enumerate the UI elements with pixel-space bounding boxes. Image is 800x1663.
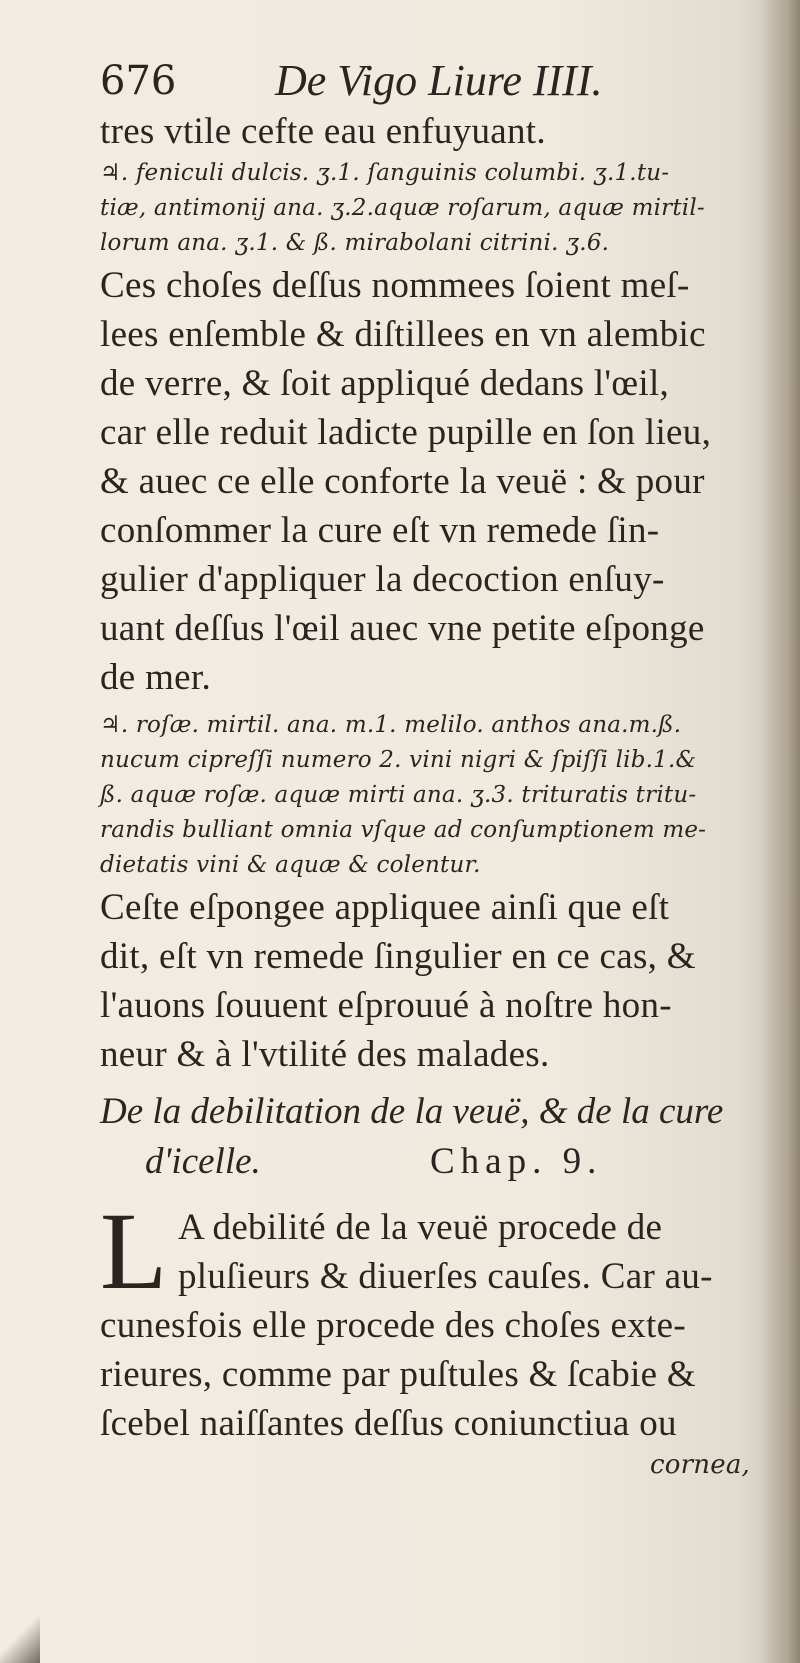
recipe-line: nucum cipreſſi numero 2. vini nigri & ſpiſſi lib.1.&	[100, 747, 697, 773]
recipe-line: randis bulliant omnia vſque ad conſumptionem me-	[100, 817, 707, 843]
chapter-title: De la debilitation de la veuë, & de la cure	[100, 1091, 724, 1132]
text-line: l'auons ſouuent eſprouué à noſtre hon-	[100, 985, 672, 1026]
drop-cap-initial: L	[100, 1190, 168, 1312]
chapter-number: Chap. 9.	[430, 1141, 603, 1182]
text-line: gulier d'appliquer la decoction enſuy-	[100, 559, 665, 600]
text-block	[100, 55, 780, 1483]
text-line: & auec ce elle conforte la veuë : & pour	[100, 461, 705, 502]
chapter-title-subject: d'icelle.	[145, 1141, 261, 1182]
text-line: de verre, & ſoit appliqué dedans l'œil,	[100, 363, 670, 404]
text-line: Ces choſes deſſus nommees ſoient meſ-	[100, 265, 690, 306]
recipe-line: ♃. roſæ. mirtil. ana. m.1. melilo. anthos ana.m.ß.	[100, 712, 682, 738]
recipe-line: tiæ, antimonij ana. ʒ.2.aquæ roſarum, aquæ mirtil-	[100, 195, 705, 221]
recipe-2	[100, 708, 780, 883]
chapter-title-line-2	[100, 1137, 780, 1189]
page-number: 676	[100, 58, 177, 104]
running-head	[100, 55, 780, 107]
text-line: lees enſemble & diſtillees en vn alembic	[100, 314, 706, 355]
page-corner-shadow	[0, 1603, 40, 1663]
chapter-heading	[100, 1087, 780, 1189]
paragraph-2	[100, 261, 780, 702]
text-line: cunesfois elle procede des choſes exte-	[100, 1305, 686, 1346]
text-line: A debilité de la veuë procede de	[178, 1207, 663, 1248]
text-line: conſommer la cure eſt vn remede ſin-	[100, 510, 660, 551]
paragraph-intro	[100, 107, 780, 156]
text-line: uant deſſus l'œil auec vne petite eſponge	[100, 608, 705, 649]
text-line: de mer.	[100, 657, 212, 698]
paragraph-3	[100, 883, 780, 1079]
text-line: neur & à l'vtilité des malades.	[100, 1034, 550, 1075]
text-line: dit, eſt vn remede ſingulier en ce cas, &	[100, 936, 696, 977]
text-line: rieures, comme par puſtules & ſcabie &	[100, 1354, 697, 1395]
recipe-line: ♃. feniculi dulcis. ʒ.1. ſanguinis columbi. ʒ.1.tu-	[100, 160, 670, 186]
recipe-1	[100, 156, 780, 261]
text-line: tres vtile cefte eau enfuyuant.	[100, 111, 546, 152]
text-line: car elle reduit ladicte pupille en ſon lieu,	[100, 412, 712, 453]
running-title: De Vigo Liure IIII.	[275, 56, 603, 105]
catchword: cornea,	[650, 1450, 750, 1480]
text-line: ſcebel naiſſantes deſſus coniunctiua ou	[100, 1403, 677, 1444]
text-line: pluſieurs & diuerſes cauſes. Car au-	[178, 1256, 713, 1297]
text-line: Ceſte eſpongee appliquee ainſi que eſt	[100, 887, 670, 928]
paragraph-4	[100, 1190, 780, 1483]
recipe-line: ß. aquæ roſæ. aquæ mirti ana. ʒ.3. trituratis tritu-	[100, 782, 697, 808]
recipe-line: lorum ana. ʒ.1. & ß. mirabolani citrini. ʒ.6.	[100, 230, 610, 256]
recipe-line: dietatis vini & aquæ & colentur.	[100, 852, 481, 878]
